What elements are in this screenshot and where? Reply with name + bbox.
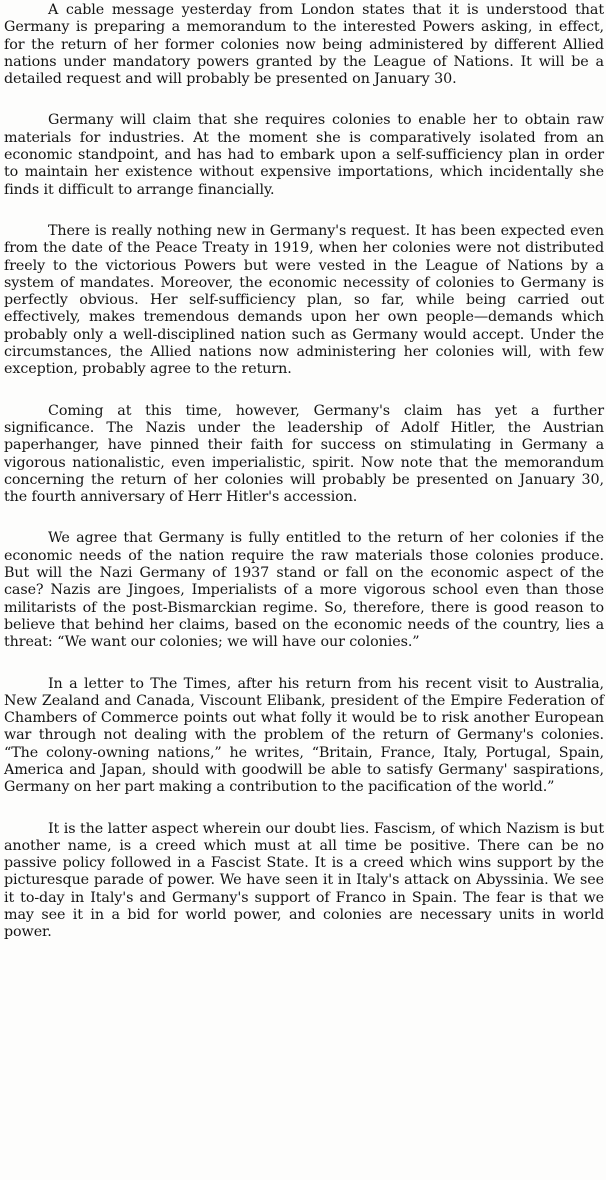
paragraph-letter-to-times: In a letter to The Times, after his return from his recent visit to Australia, New Zealand and Canada, Viscount Elibank, president of the Empire Federation of Chambers of Commerce points out what folly it would be to risk another European war through not dealing with the problem of the return of Germany's colonies. “The colony-owning nations,” he writes, “Britain, France, Italy, Portugal, Spain, America and Japan, should with goodwill be able to satisfy Germany' saspirations, Germany on her part making a contribution to the pacification of the world.”	[4, 675, 604, 796]
paragraph-fascism-doubt: It is the latter aspect wherein our doubt lies. Fascism, of which Nazism is but another name, is a creed which must at all time be positive. There can be no passive policy followed in a Fascist State. It is a creed which wins support by the picturesque parade of power. We have seen it in Italy's attack on Abyssinia. We see it to-day in Italy's and Germany's support of Franco in Spain. The fear is that we may see it in a bid for world power, and colonies are necessary units in world power.	[4, 820, 604, 941]
editorial-article	[4, 2, 604, 942]
paragraph-germany-memorandum: A cable message yesterday from London states that it is understood that Germany is preparing a memorandum to the interested Powers asking, in effect, for the return of her former colonies now being administered by different Allied nations under mandatory powers granted by the League of Nations. It will be a detailed request and will probably be presented on January 30.	[4, 2, 604, 88]
paragraph-economic-needs: We agree that Germany is fully entitled to the return of her colonies if the economic needs of the nation require the raw materials those colonies produce. But will the Nazi Germany of 1937 stand or fall on the economic aspect of the case? Nazis are Jingoes, Imperialists of a more vigorous school even than those militarists of the post-Bismarckian regime. So, therefore, there is good reason to believe that behind her claims, based on the economic needs of the country, lies a threat: “We want our colonies; we will have our colonies.”	[4, 530, 604, 651]
paragraph-nothing-new: There is really nothing new in Germany's request. It has been expected even from the date of the Peace Treaty in 1919, when her colonies were not distributed freely to the victorious Powers but were vested in the League of Nations by a system of mandates. Moreover, the economic necessity of colonies to Germany is perfectly obvious. Her self-sufficiency plan, so far, while being carried out effectively, makes tremendous demands upon her own people—demands which probably only a well-disciplined nation such as Germany would accept. Under the circumstances, the Allied nations now administering her colonies will, with few exception, probably agree to the return.	[4, 222, 604, 378]
paragraph-further-significance: Coming at this time, however, Germany's claim has yet a further significance. The Nazis under the leadership of Adolf Hitler, the Austrian paperhanger, have pinned their faith for success on stimulating in Germany a vigorous nationalistic, even imperialistic, spirit. Now note that the memorandum concerning the return of her colonies will probably be presented on January 30, the fourth anniversary of Herr Hitler's accession.	[4, 402, 604, 506]
paragraph-raw-materials: Germany will claim that she requires colonies to enable her to obtain raw materials for industries. At the moment she is comparatively isolated from an economic standpoint, and has had to embark upon a self-sufficiency plan in order to maintain her existence without expensive importations, which incidentally she finds it difficult to arrange financially.	[4, 112, 604, 198]
